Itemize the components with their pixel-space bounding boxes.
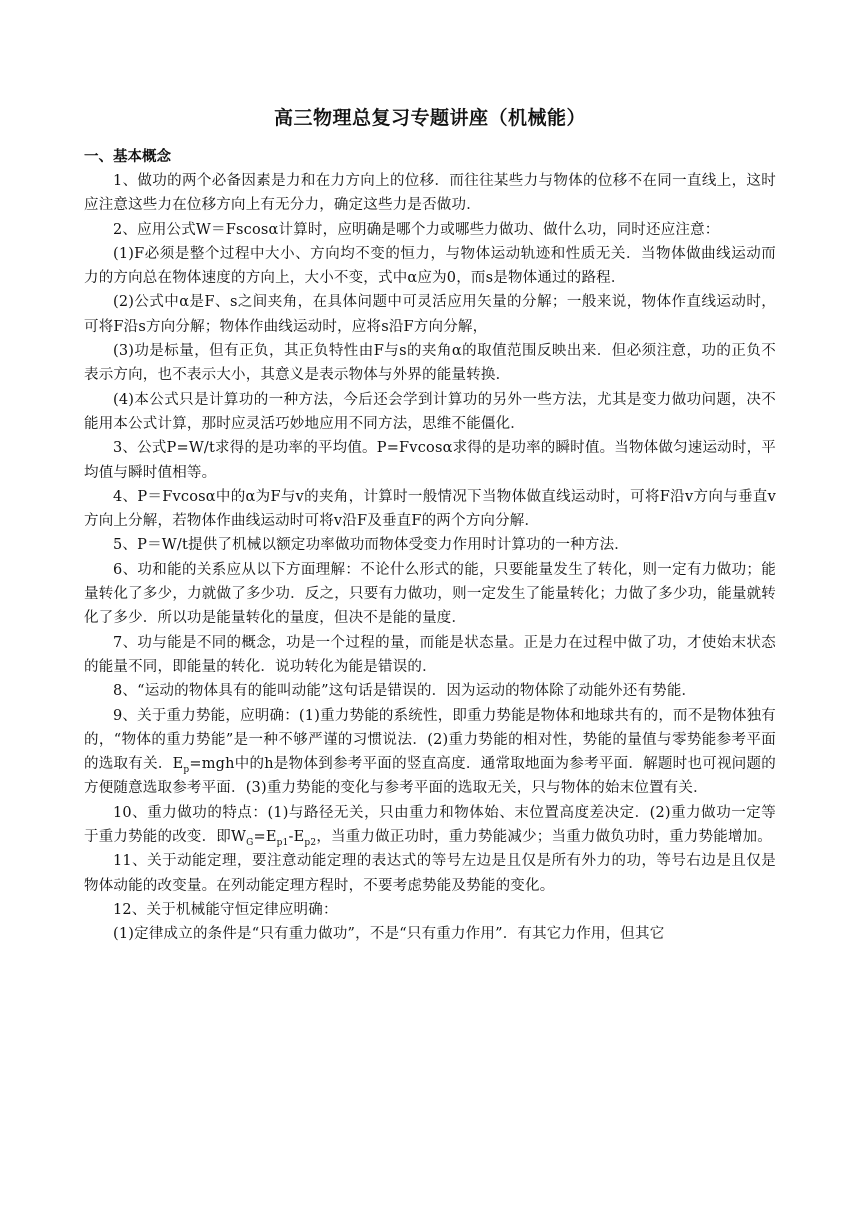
subscript: p <box>183 765 190 776</box>
paragraph: (1)F必须是整个过程中大小、方向均不变的恒力，与物体运动轨迹和性质无关．当物体做曲线运动而力的方向总在物体速度的方向上，大小不变，式中α应为0，而s是物体通过的路程． <box>84 245 776 287</box>
paragraph: (2)公式中α是F、s之间夹角，在具体问题中可灵活应用矢量的分解；一般来说，物体作直线运动时，可将F沿s方向分解；物体作曲线运动时，应将s沿F方向分解， <box>84 294 776 335</box>
subscript: G <box>246 837 254 848</box>
text-span: 10、重力做功的特点：(1)与路径无关，只由重力和物体始、末位置高度差决定．(2)重力做功一定等于重力势能的改变．即W <box>84 804 776 846</box>
section-heading: 一、基本概念 <box>84 149 171 165</box>
text-span: 9、关于重力势能，应明确：(1)重力势能的系统性，即重力势能是物体和地球共有的，而不是物体独有的，“物体的重力势能”是一种不够严谨的习惯说法．(2)重力势能的相对性，势能的量值与零势能参考平面的选取有关．E <box>84 707 776 773</box>
paragraph: 7、功与能是不同的概念，功是一个过程的量，而能是状态量。正是力在过程中做了功，才使始末状态的能量不同，即能量的转化．说功转化为能是错误的． <box>84 634 776 675</box>
paragraph: 4、P＝Fvcosα中的α为F与v的夹角，计算时一般情况下当物体做直线运动时，可将F沿v方向与垂直v方向上分解，若物体作曲线运动时可将v沿F及垂直F的两个方向分解． <box>84 488 776 530</box>
text-span: =E <box>253 829 277 846</box>
paragraph: 8、“运动的物体具有的能叫动能”这句话是错误的．因为运动的物体除了动能外还有势能． <box>113 683 697 700</box>
paragraph: 6、功和能的关系应从以下方面理解：不论什么形式的能，只要能量发生了转化，则一定有力做功；能量转化了多少，力就做了多少功．反之，只要有力做功，则一定发生了能量转化；力做了多少功，能量就转化了多少．所以功是能量转化的量度，但决不是能的量度． <box>84 561 776 627</box>
subscript: p2 <box>304 837 317 848</box>
text-span: ，当重力做正功时，重力势能减少；当重力做负功时，重力势能增加。 <box>316 829 773 846</box>
paragraph-gravity-work <box>84 801 776 850</box>
paragraph: 5、P＝W/t提供了机械以额定功率做功而物体受变力作用时计算功的一种方法． <box>113 537 629 554</box>
text-span: -E <box>288 829 305 846</box>
paragraph: (3)功是标量，但有正负，其正负特性由F与s的夹角α的取值范围反映出来．但必须注意，功的正负不表示方向，也不表示大小，其意义是表示物体与外界的能量转换． <box>84 343 776 384</box>
paragraph: 12、关于机械能守恒定律应明确： <box>113 901 338 918</box>
paragraph: (4)本公式只是计算功的一种方法，今后还会学到计算功的另外一些方法，尤其是变力做功问题，决不能用本公式计算，那时应灵活巧妙地应用不同方法，思维不能僵化． <box>84 391 776 432</box>
paragraph: 3、公式P=W/t求得的是功率的平均值。P=Fvcosα求得的是功率的瞬时值。当物体做匀速运动时，平均值与瞬时值相等。 <box>84 440 776 481</box>
paragraph: 1、做功的两个必备因素是力和在力方向上的位移．而往往某些力与物体的位移不在同一直线上，这时应注意这些力在位移方向上有无分力，确定这些力是否做功． <box>84 173 776 214</box>
paragraph: (1)定律成立的条件是“只有重力做功”，不是“只有重力作用”．有其它力作用，但其它 <box>113 926 665 943</box>
paragraph: 2、应用公式W＝Fscosα计算时，应明确是哪个力或哪些力做功、做什么功，同时还应注意： <box>113 221 720 238</box>
paragraph-gravitational-potential-energy <box>84 704 776 801</box>
document-page <box>84 103 776 947</box>
subscript: p1 <box>276 837 289 848</box>
text-span: =mgh中的h是物体到参考平面的竖直高度．通常取地面为参考平面．解题时也可视问题的方便随意选取参考平面．(3)重力势能的变化与参考平面的选取无关，只与物体的始末位置有关． <box>84 756 776 797</box>
document-title: 高三物理总复习专题讲座（机械能） <box>273 107 586 129</box>
paragraph: 11、关于动能定理，要注意动能定理的表达式的等号左边是且仅是所有外力的功，等号右边是且仅是物体动能的改变量。在列动能定理方程时，不要考虑势能及势能的变化。 <box>84 853 776 894</box>
